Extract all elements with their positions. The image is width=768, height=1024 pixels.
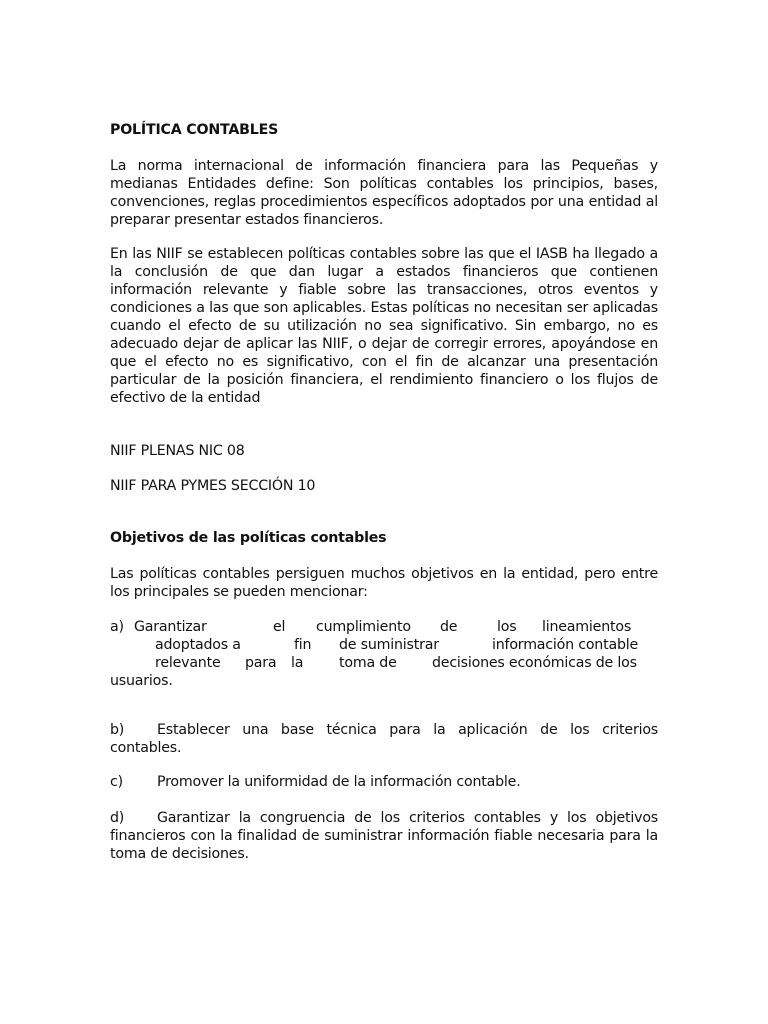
objectives-intro: Las políticas contables persiguen muchos objetivos en la entidad, pero entre los principales se pueden mencionar: [110,566,658,600]
list-item-a-line-4 [110,672,658,690]
list-item-a-line-3 [110,654,658,672]
niif-paragraph: En las NIIF se establecen políticas contables sobre las que el IASB ha llegado a la conclusión de que dan lugar a estados financieros que contienen información relevante y fiable sobre las transacciones, otros eventos y condiciones a las que son aplicables. Estas políticas no necesitan ser aplicadas cuando el efecto de su utilización no sea significativo. Sin embargo, no es adecuado dejar de aplicar las NIIF, o dejar de corregir errores, apoyándose en que el efecto no es significativo, con el fin de alcanzar una presentación particular de la posición financiera, el rendimiento financiero o los flujos de efectivo de la entidad [110,246,658,406]
list-item-a-word: de [440,619,458,635]
list-item-a-word: cumplimiento [316,619,411,635]
list-item-a-word: usuarios. [110,673,173,689]
list-item-a-word: de suministrar [339,637,439,653]
list-item-b-text: Establecer una base técnica para la aplicación de los criterios contables. [110,722,658,757]
list-item-c-marker: c) [110,774,123,791]
list-item-a-word: la [291,655,304,671]
list-item-d [110,809,658,863]
intro-paragraph: La norma internacional de información financiera para las Pequeñas y medianas Entidades define: Son políticas contables los principios, bases, convenciones, reglas procedimientos específicos adoptados por una entidad al preparar presentar estados financieros. [110,158,658,228]
list-item-c [110,773,658,791]
list-item-a [110,618,658,690]
reference-niif-plenas: NIIF PLENAS NIC 08 [110,443,245,459]
reference-niif-pymes: NIIF PARA PYMES SECCIÓN 10 [110,478,316,494]
list-item-a-word: para [245,655,277,671]
document-title: POLÍTICA CONTABLES [110,122,279,138]
list-item-d-text: Garantizar la congruencia de los criterios contables y los objetivos financieros con la finalidad de suministrar información fiable necesaria para la toma de decisiones. [110,810,658,863]
objectives-heading: Objetivos de las políticas contables [110,530,387,546]
list-item-d-marker: d) [110,810,125,827]
list-item-a-line-1 [110,618,658,636]
list-item-a-word: fin [294,637,312,653]
list-item-a-word: lineamientos [542,619,632,635]
list-item-b-marker: b) [110,722,125,739]
list-item-a-word: relevante [155,655,221,671]
list-item-c-text: Promover la uniformidad de la información contable. [157,774,521,791]
list-item-a-word: Garantizar [134,619,207,635]
list-item-a-word: los [497,619,517,635]
list-item-a-word: adoptados a [155,637,241,653]
list-item-a-word: toma de [339,655,397,671]
list-item-a-word: el [273,619,286,635]
list-item-a-line-2 [110,636,658,654]
list-item-a-word: información contable [492,637,639,653]
list-item-b [110,721,658,757]
list-item-a-marker: a) [110,619,124,635]
list-item-a-word: decisiones económicas de los [432,655,637,671]
